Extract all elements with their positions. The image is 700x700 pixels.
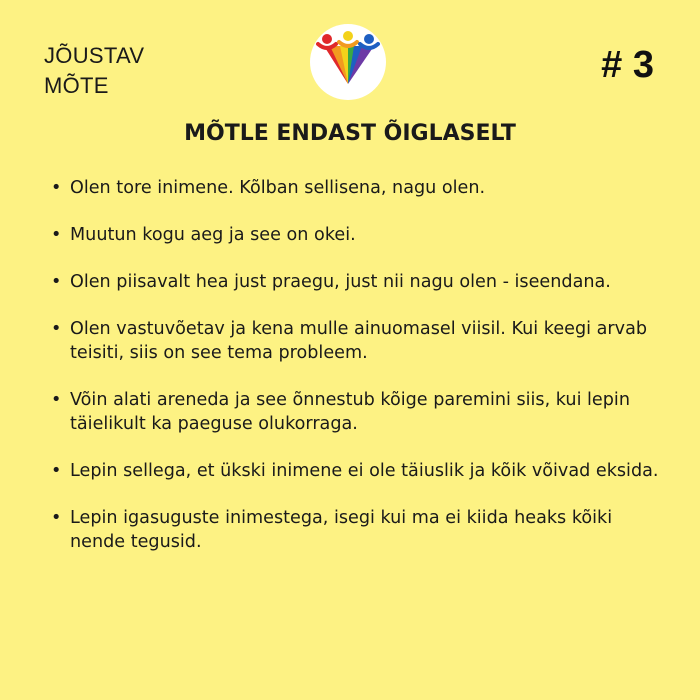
list-item <box>48 317 668 365</box>
bullet-icon: • <box>51 225 62 245</box>
list-item-text: Muutun kogu aeg ja see on okei. <box>70 225 356 245</box>
list-item-text: Lepin sellega, et ükski inimene ei ole täiuslik ja kõik võivad eksida. <box>70 461 659 481</box>
bullet-icon: • <box>51 272 62 292</box>
list-item-text: Võin alati areneda ja see õnnestub kõige paremini siis, kui lepin täielikult ka paeguse olukorraga. <box>70 390 630 434</box>
bullet-icon: • <box>51 461 62 481</box>
list-item-text: Lepin igasuguste inimestega, isegi kui ma ei kiida heaks kõiki nende tegusid. <box>70 508 613 552</box>
list-item-text: Olen piisavalt hea just praegu, just nii nagu olen - iseendana. <box>70 272 611 292</box>
list-item <box>48 176 668 200</box>
affirmation-list <box>48 176 668 577</box>
brand-line-2: MÕTE <box>44 73 109 98</box>
colorful-figures-logo-icon <box>308 22 388 102</box>
bullet-icon: • <box>51 319 62 339</box>
bullet-icon: • <box>51 508 62 528</box>
list-item <box>48 388 668 436</box>
brand-text <box>44 41 144 101</box>
list-item <box>48 270 668 294</box>
bullet-icon: • <box>51 390 62 410</box>
list-item-text: Olen vastuvõetav ja kena mulle ainuomasel viisil. Kui keegi arvab teisiti, siis on see tema probleem. <box>70 319 648 363</box>
page-title: MÕTLE ENDAST ÕIGLASELT <box>184 121 516 146</box>
brand-line-1: JÕUSTAV <box>44 43 145 68</box>
bullet-icon: • <box>51 178 62 198</box>
list-item <box>48 506 668 554</box>
card-number: # 3 <box>601 44 654 86</box>
list-item <box>48 223 668 247</box>
list-item-text: Olen tore inimene. Kõlban sellisena, nagu olen. <box>70 178 486 198</box>
list-item <box>48 459 668 483</box>
